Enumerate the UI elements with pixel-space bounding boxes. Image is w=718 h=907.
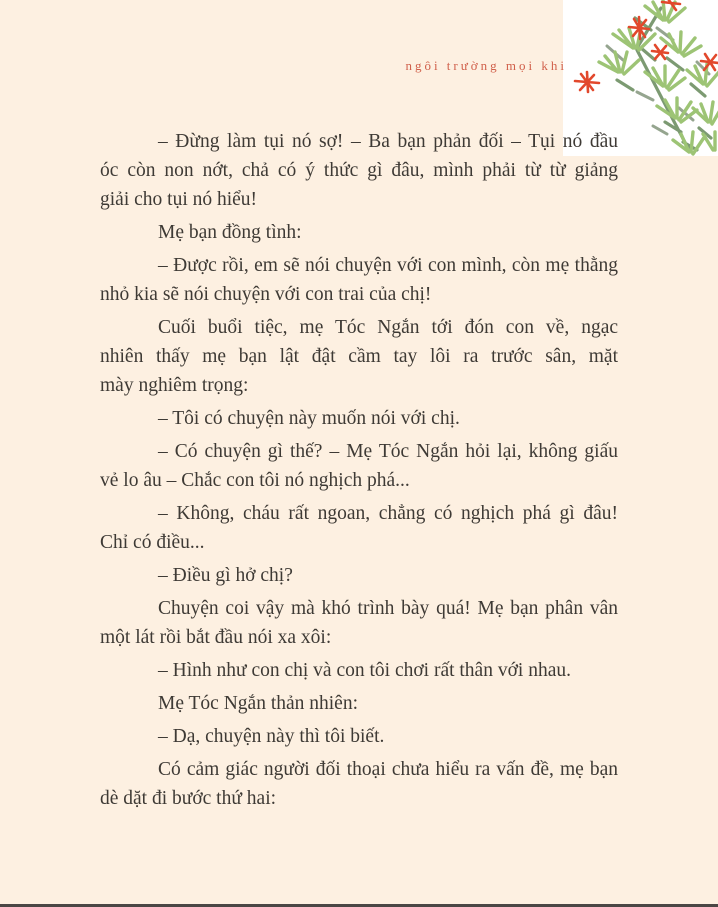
paragraph <box>100 594 618 652</box>
text-line: – Đừng làm tụi nó sợ! – Ba bạn phản đối – Tụi nó đầu <box>158 131 618 152</box>
text-line: dè dặt đi bước thứ hai: <box>100 788 277 809</box>
paragraph <box>100 561 618 590</box>
running-header: ngôi trường mọi khi <box>405 58 567 73</box>
text-line: óc còn non nớt, chả có ý thức gì đâu, mình phải từ từ giảng <box>100 160 618 181</box>
text-line: – Dạ, chuyện này thì tôi biết. <box>158 726 385 747</box>
text-line: Cuối buổi tiệc, mẹ Tóc Ngắn tới đón con về, ngạc <box>158 317 618 338</box>
text-line: một lát rồi bắt đầu nói xa xôi: <box>100 627 332 648</box>
paragraph <box>100 404 618 433</box>
paragraph <box>100 722 618 751</box>
text-line: – Hình như con chị và con tôi chơi rất thân với nhau. <box>158 660 571 681</box>
text-line: Mẹ bạn đồng tình: <box>158 222 302 243</box>
page-text <box>100 127 618 817</box>
red-flower-icon <box>575 72 599 92</box>
paragraph <box>100 656 618 685</box>
red-flower-icon <box>652 45 668 59</box>
paragraph <box>100 251 618 309</box>
text-line: nhiên thấy mẹ bạn lật đật cầm tay lôi ra trước sân, mặt <box>100 346 618 367</box>
text-line: Chỉ có điều... <box>100 532 205 553</box>
text-line: – Điều gì hở chị? <box>158 565 293 586</box>
paragraph <box>100 755 618 813</box>
text-line: – Tôi có chuyện này muốn nói với chị. <box>158 408 460 429</box>
paragraph <box>100 499 618 557</box>
text-line: Mẹ Tóc Ngắn thản nhiên: <box>158 693 359 714</box>
text-line: Có cảm giác người đối thoại chưa hiểu ra vấn đề, mẹ bạn <box>158 759 618 780</box>
text-line: Chuyện coi vậy mà khó trình bày quá! Mẹ bạn phân vân <box>158 598 618 619</box>
text-line: – Có chuyện gì thế? – Mẹ Tóc Ngắn hỏi lại, không giấu <box>158 441 618 462</box>
text-line: – Không, cháu rất ngoan, chẳng có nghịch phá gì đâu! <box>158 503 618 524</box>
paragraph <box>100 218 618 247</box>
text-line: nhỏ kia sẽ nói chuyện với con trai của chị! <box>100 284 432 305</box>
text-line: mày nghiêm trọng: <box>100 375 249 396</box>
text-line: vẻ lo âu – Chắc con tôi nó nghịch phá... <box>100 470 410 491</box>
text-line: giải cho tụi nó hiểu! <box>100 189 258 210</box>
text-line: – Được rồi, em sẽ nói chuyện với con mình, còn mẹ thằng <box>158 255 618 276</box>
paragraph <box>100 437 618 495</box>
paragraph <box>100 689 618 718</box>
paragraph <box>100 313 618 400</box>
paragraph <box>100 127 618 214</box>
